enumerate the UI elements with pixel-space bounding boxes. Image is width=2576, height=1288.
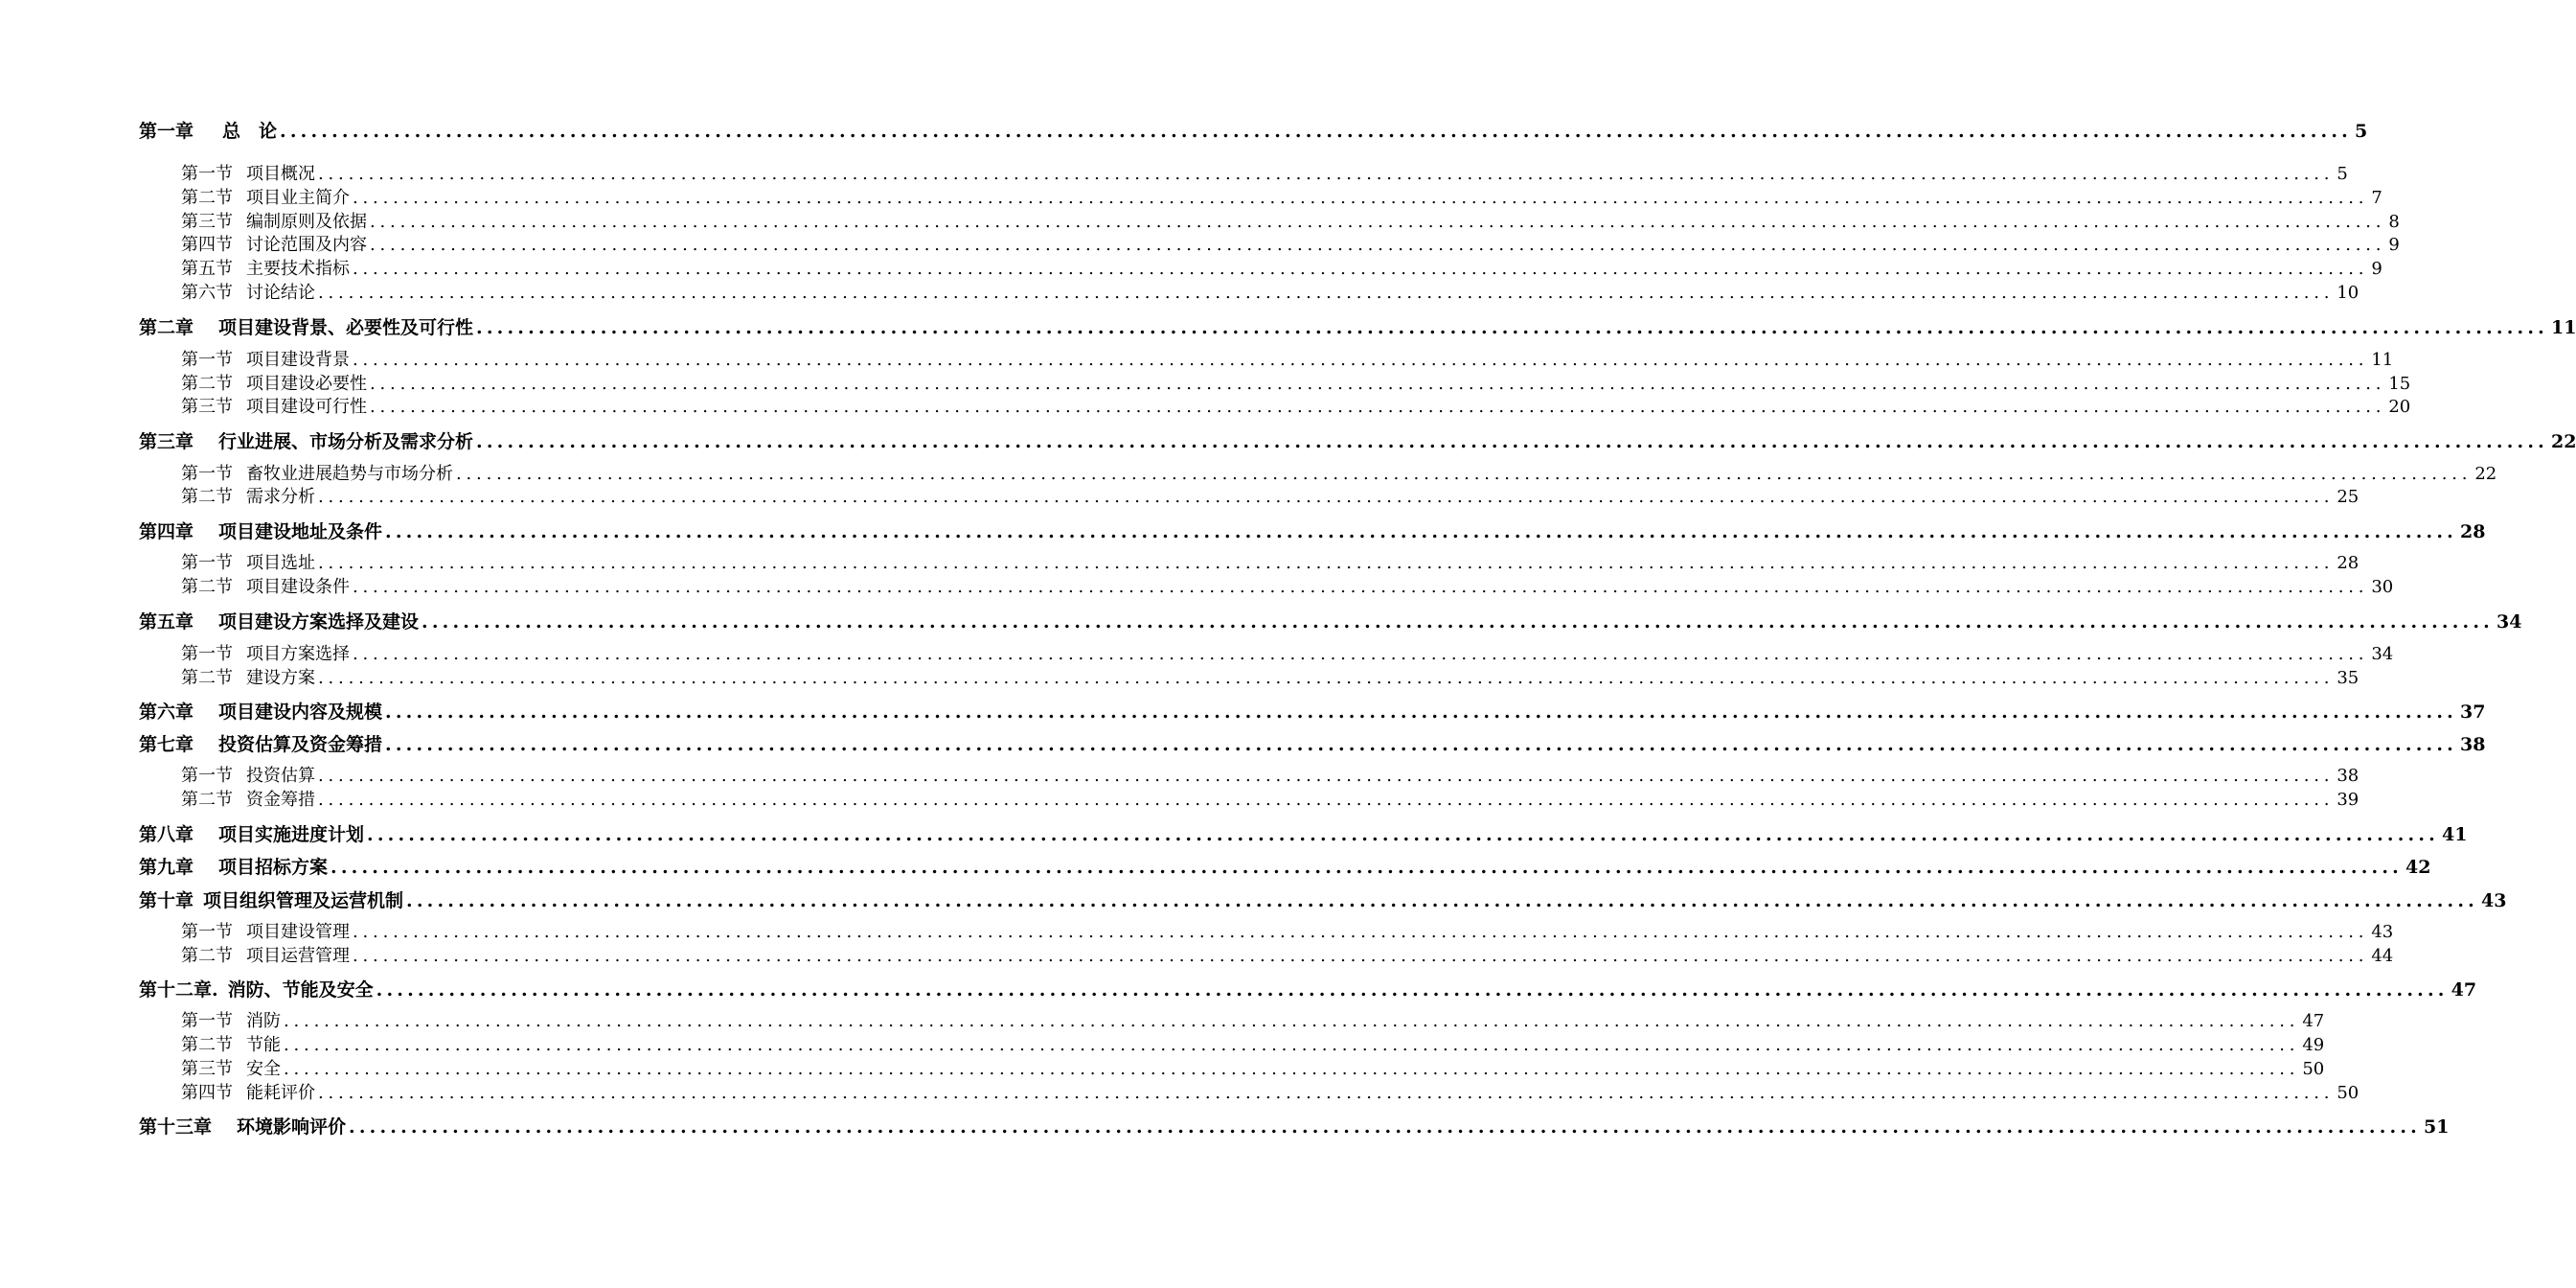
page-number: 35	[2337, 668, 2359, 688]
toc-chapter-entry[interactable]	[139, 316, 2576, 339]
toc-entry-label	[181, 464, 453, 485]
section-title: 项目建设条件	[246, 577, 350, 597]
dot-leader: ........................................................................................................................................................................................................	[422, 611, 2494, 632]
section-title: 项目方案选择	[246, 644, 350, 664]
page-number: 38	[2337, 766, 2359, 786]
dot-leader: ........................................................................................................................................................................................................	[284, 1011, 2300, 1031]
section-title: 项目选址	[246, 553, 315, 573]
section-number: 第一节	[181, 922, 233, 942]
toc-entry-label	[181, 283, 315, 304]
page-number: 42	[2405, 857, 2431, 878]
toc-entry-label	[181, 644, 350, 665]
page-number: 50	[2337, 1083, 2359, 1103]
chapter-title: 总 论	[222, 121, 278, 142]
dot-leader: ........................................................................................................................................................................................................	[318, 766, 2335, 786]
section-number: 第一节	[181, 766, 233, 786]
dot-leader: ........................................................................................................................................................................................................	[318, 487, 2335, 507]
page-number: 39	[2337, 790, 2359, 810]
section-number: 第五节	[181, 259, 233, 279]
page-number: 20	[2388, 397, 2411, 417]
dot-leader: ........................................................................................................................................................................................................	[353, 922, 2369, 942]
section-number: 第二节	[181, 1035, 233, 1055]
toc-entry-label	[139, 856, 328, 879]
toc-entry-label	[181, 188, 350, 209]
toc-entry-label	[139, 978, 374, 1001]
toc-section-entry[interactable]	[181, 790, 2359, 811]
section-number: 第六节	[181, 283, 233, 303]
section-number: 第二节	[181, 487, 233, 507]
toc-entry-label	[181, 766, 315, 787]
section-title: 讨论范围及内容	[246, 235, 367, 255]
dot-leader: ........................................................................................................................................................................................................	[318, 164, 2335, 184]
dot-leader: ........................................................................................................................................................................................................	[385, 521, 2457, 542]
toc-entry-label	[181, 1011, 281, 1032]
section-title: 建设方案	[246, 668, 315, 688]
page-number: 15	[2388, 374, 2411, 394]
dot-leader: ........................................................................................................................................................................................................	[318, 668, 2335, 688]
chapter-number: 第六章	[139, 702, 194, 723]
dot-leader: ........................................................................................................................................................................................................	[456, 464, 2473, 484]
chapter-number: 第七章	[139, 734, 194, 755]
toc-chapter-entry[interactable]	[139, 430, 2576, 453]
section-title: 项目业主简介	[246, 188, 350, 208]
page-number: 22	[2474, 464, 2497, 484]
toc-entry-label	[139, 889, 403, 912]
toc-section-entry[interactable]	[181, 487, 2359, 508]
dot-leader: ........................................................................................................................................................................................................	[280, 121, 2352, 142]
dot-leader: ........................................................................................................................................................................................................	[353, 188, 2369, 208]
toc-section-entry[interactable]	[181, 668, 2359, 689]
toc-section-entry[interactable]	[181, 464, 2497, 485]
section-title: 项目建设管理	[246, 922, 350, 942]
toc-entry-label	[139, 520, 382, 543]
section-title: 能耗评价	[246, 1083, 315, 1103]
dot-leader: ........................................................................................................................................................................................................	[367, 824, 2439, 845]
toc-section-entry[interactable]	[181, 644, 2394, 665]
page-number: 5	[2354, 121, 2368, 142]
dot-leader: ........................................................................................................................................................................................................	[318, 790, 2335, 810]
toc-entry-label	[139, 430, 473, 453]
section-title: 项目概况	[246, 164, 315, 184]
section-number: 第三节	[181, 212, 233, 232]
page-number: 25	[2337, 487, 2359, 507]
section-title: 主要技术指标	[246, 259, 350, 279]
toc-entry-label	[181, 1035, 281, 1056]
toc-section-entry[interactable]	[181, 1083, 2359, 1104]
page-number: 38	[2459, 734, 2486, 755]
toc-entry-label	[181, 668, 315, 689]
page-number: 34	[2371, 644, 2394, 664]
toc-entry-label	[181, 350, 350, 371]
chapter-number: 第三章	[139, 431, 194, 452]
toc-entry-label	[139, 610, 419, 633]
toc-section-entry[interactable]	[181, 259, 2382, 280]
toc-entry-label	[139, 1116, 346, 1138]
toc-section-entry[interactable]	[181, 1035, 2325, 1056]
toc-chapter-entry[interactable]	[139, 823, 2468, 846]
toc-section-entry[interactable]	[181, 1059, 2325, 1080]
toc-entry-label	[181, 790, 315, 811]
page-number: 47	[2451, 979, 2477, 1000]
chapter-number: 第五章	[139, 611, 194, 632]
toc-entry-label	[181, 259, 350, 280]
section-number: 第二节	[181, 668, 233, 688]
toc-entry-label	[181, 487, 315, 508]
toc-section-entry[interactable]	[181, 283, 2359, 304]
dot-leader: ........................................................................................................................................................................................................	[476, 431, 2548, 452]
page-number: 51	[2423, 1116, 2450, 1138]
toc-section-entry[interactable]	[181, 922, 2394, 943]
toc-section-entry[interactable]	[181, 374, 2411, 395]
section-number: 第一节	[181, 644, 233, 664]
toc-chapter-entry[interactable]	[139, 733, 2486, 756]
section-title: 消防	[246, 1011, 281, 1031]
chapter-number: 第八章	[139, 824, 194, 845]
toc-entry-label	[139, 120, 277, 143]
dot-leader: ........................................................................................................................................................................................................	[406, 890, 2478, 911]
dot-leader: ........................................................................................................................................................................................................	[318, 1083, 2335, 1103]
section-title: 资金筹措	[246, 790, 315, 810]
page-number: 44	[2371, 946, 2394, 966]
page-number: 43	[2480, 890, 2507, 911]
section-title: 编制原则及依据	[246, 212, 367, 232]
section-number: 第二节	[181, 188, 233, 208]
toc-entry-label	[139, 733, 382, 756]
dot-leader: ........................................................................................................................................................................................................	[284, 1035, 2300, 1055]
chapter-title: 环境影响评价	[237, 1116, 347, 1138]
page-number: 37	[2459, 702, 2486, 723]
dot-leader: ........................................................................................................................................................................................................	[370, 212, 2386, 232]
page-number: 8	[2388, 212, 2400, 232]
page-number: 34	[2496, 611, 2522, 632]
section-number: 第一节	[181, 464, 233, 484]
page-number: 9	[2371, 259, 2382, 279]
toc-entry-label	[181, 1059, 281, 1080]
section-title: 项目建设背景	[246, 350, 350, 370]
toc-entry-label	[181, 164, 315, 185]
section-number: 第二节	[181, 946, 233, 966]
chapter-title: 项目招标方案	[218, 857, 329, 878]
dot-leader: ........................................................................................................................................................................................................	[353, 644, 2369, 664]
section-title: 投资估算	[246, 766, 315, 786]
page-number: 49	[2302, 1035, 2325, 1055]
page-number: 22	[2550, 431, 2576, 452]
dot-leader: ........................................................................................................................................................................................................	[318, 553, 2335, 573]
toc-chapter-entry[interactable]	[139, 610, 2522, 633]
dot-leader: ........................................................................................................................................................................................................	[349, 1116, 2421, 1138]
section-number: 第一节	[181, 553, 233, 573]
section-number: 第四节	[181, 235, 233, 255]
dot-leader: ........................................................................................................................................................................................................	[476, 317, 2548, 338]
dot-leader: ........................................................................................................................................................................................................	[353, 259, 2369, 279]
chapter-title: 项目组织管理及运营机制	[203, 890, 404, 911]
page-number: 28	[2337, 553, 2359, 573]
dot-leader: ........................................................................................................................................................................................................	[385, 734, 2457, 755]
chapter-title: 项目建设方案选择及建设	[218, 611, 420, 632]
toc-section-entry[interactable]	[181, 188, 2382, 209]
toc-section-entry[interactable]	[181, 553, 2359, 574]
page-number: 47	[2302, 1011, 2325, 1031]
toc-section-entry[interactable]	[181, 946, 2394, 967]
dot-leader: ........................................................................................................................................................................................................	[318, 283, 2335, 303]
section-title: 畜牧业进展趋势与市场分析	[246, 464, 453, 484]
dot-leader: ........................................................................................................................................................................................................	[353, 350, 2369, 370]
chapter-number: 第十章	[139, 890, 194, 911]
section-number: 第二节	[181, 577, 233, 597]
dot-leader: ........................................................................................................................................................................................................	[370, 235, 2386, 255]
toc-section-entry[interactable]	[181, 1011, 2325, 1032]
section-title: 项目建设必要性	[246, 374, 367, 394]
chapter-title: 项目实施进度计划	[218, 824, 365, 845]
toc-entry-label	[181, 922, 350, 943]
section-title: 需求分析	[246, 487, 315, 507]
toc-entry-label	[181, 397, 367, 418]
toc-chapter-entry[interactable]	[139, 120, 2368, 143]
toc-entry-label	[181, 374, 367, 395]
toc-entry-label	[181, 577, 350, 598]
toc-section-entry[interactable]	[181, 350, 2394, 371]
toc-section-entry[interactable]	[181, 212, 2400, 233]
chapter-number: 第四章	[139, 521, 194, 542]
page-number: 9	[2388, 235, 2400, 255]
toc-entry-label	[181, 235, 367, 256]
toc-section-entry[interactable]	[181, 397, 2411, 418]
dot-leader: ........................................................................................................................................................................................................	[370, 374, 2386, 394]
section-title: 项目运营管理	[246, 946, 350, 966]
dot-leader: ........................................................................................................................................................................................................	[353, 577, 2369, 597]
dot-leader: ........................................................................................................................................................................................................	[385, 702, 2457, 723]
toc-entry-label	[139, 701, 382, 724]
dot-leader: ........................................................................................................................................................................................................	[370, 397, 2386, 417]
page-number: 7	[2371, 188, 2382, 208]
section-title: 安全	[246, 1059, 281, 1079]
chapter-number: 第九章	[139, 857, 194, 878]
section-number: 第一节	[181, 350, 233, 370]
page-number: 10	[2337, 283, 2359, 303]
section-title: 项目建设可行性	[246, 397, 367, 417]
chapter-title: 项目建设背景、必要性及可行性	[218, 317, 474, 338]
toc-chapter-entry[interactable]	[139, 889, 2507, 912]
toc-section-entry[interactable]	[181, 766, 2359, 787]
toc-entry-label	[139, 823, 364, 846]
section-number: 第二节	[181, 790, 233, 810]
toc-entry-label	[181, 1083, 315, 1104]
toc-entry-label	[181, 946, 350, 967]
toc-section-entry[interactable]	[181, 235, 2400, 256]
chapter-title: 消防、节能及安全	[227, 979, 374, 1000]
page-number: 5	[2337, 164, 2348, 184]
page-number: 50	[2302, 1059, 2325, 1079]
toc-section-entry[interactable]	[181, 577, 2394, 598]
page-number: 11	[2550, 317, 2576, 338]
chapter-number: 第一章	[139, 121, 194, 142]
page-number: 43	[2371, 922, 2394, 942]
toc-chapter-entry[interactable]	[139, 856, 2431, 879]
section-number: 第四节	[181, 1083, 233, 1103]
section-number: 第三节	[181, 1059, 233, 1079]
dot-leader: ........................................................................................................................................................................................................	[376, 979, 2449, 1000]
page-number: 28	[2459, 521, 2486, 542]
chapter-title: 项目建设内容及规模	[218, 702, 383, 723]
chapter-title: 行业进展、市场分析及需求分析	[218, 431, 474, 452]
page-number: 11	[2371, 350, 2394, 370]
toc-chapter-entry[interactable]	[139, 1116, 2450, 1138]
section-title: 节能	[246, 1035, 281, 1055]
toc-entry-label	[181, 553, 315, 574]
dot-leader: ........................................................................................................................................................................................................	[284, 1059, 2300, 1079]
page-number: 41	[2441, 824, 2468, 845]
section-number: 第一节	[181, 1011, 233, 1031]
chapter-title: 项目建设地址及条件	[218, 521, 383, 542]
dot-leader: ........................................................................................................................................................................................................	[331, 857, 2403, 878]
page-number: 30	[2371, 577, 2394, 597]
toc-entry-label	[181, 212, 367, 233]
toc-chapter-entry[interactable]	[139, 701, 2486, 724]
section-number: 第二节	[181, 374, 233, 394]
section-number: 第一节	[181, 164, 233, 184]
toc-chapter-entry[interactable]	[139, 978, 2477, 1001]
chapter-title: 投资估算及资金筹措	[218, 734, 383, 755]
toc-entry-label	[139, 316, 473, 339]
section-title: 讨论结论	[246, 283, 315, 303]
toc-chapter-entry[interactable]	[139, 520, 2486, 543]
chapter-number: 第十三章	[139, 1116, 213, 1138]
dot-leader: ........................................................................................................................................................................................................	[353, 946, 2369, 966]
chapter-number: 第二章	[139, 317, 194, 338]
toc-section-entry[interactable]	[181, 164, 2348, 185]
chapter-number: 第十二章.	[139, 979, 218, 1000]
section-number: 第三节	[181, 397, 233, 417]
